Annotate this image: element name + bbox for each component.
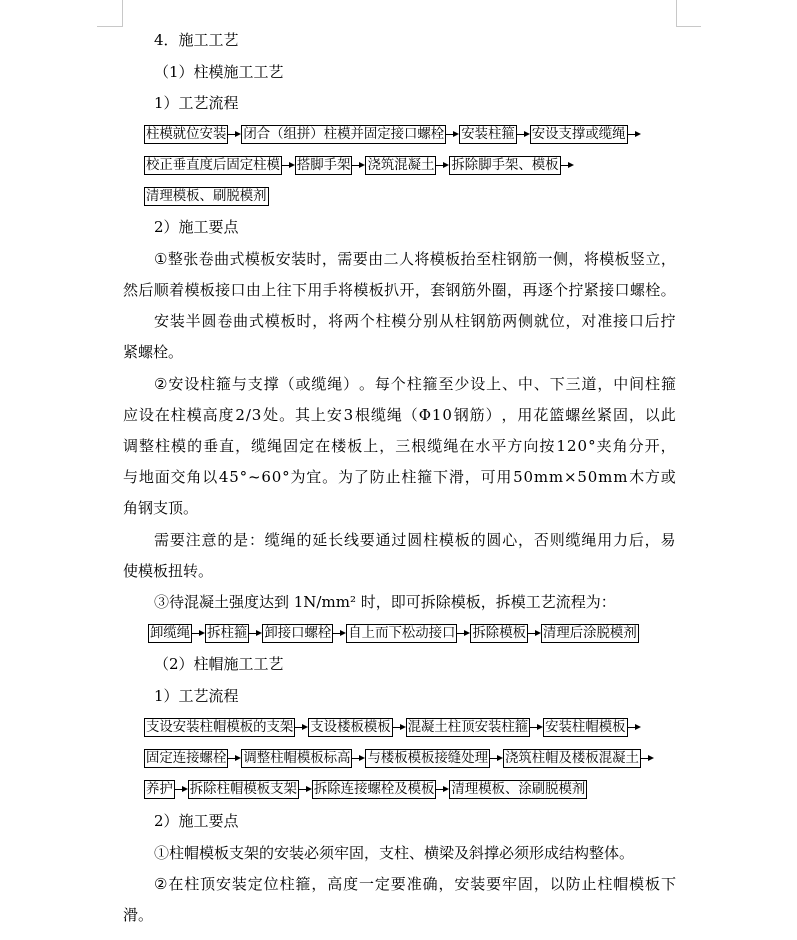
process-flow-title: 1）工艺流程 xyxy=(154,687,239,705)
flow-step: 清理模板、涂刷脱模剂 xyxy=(451,781,586,797)
arrow-right-icon xyxy=(561,157,574,174)
flow-step: 安装柱帽模板 xyxy=(545,719,626,735)
flow-step: 混凝土柱顶安装柱箍 xyxy=(407,719,529,735)
paragraph-line: 安 装 半 圆 卷 曲 式 模 板 时 ， 将 两 个 柱 模 分 别 从 柱 钢 筋 两 侧 就 位 ， 对 准 接 口 后 拧 xyxy=(154,312,676,330)
column-cap-flow-row-2 xyxy=(144,748,654,768)
paragraph-line: 滑。 xyxy=(123,906,154,924)
paragraph-line: ② 安 设 柱 箍 与 支 撑 （ 或 缆 绳 ） 。 每 个 柱 箍 至 少 设 上 、 中 、 下 三 道 ， 中 间 柱 箍 xyxy=(154,375,676,393)
flow-step: 自上而下松动接口 xyxy=(348,625,456,641)
flow-step: 清理模板、刷脱模剂 xyxy=(146,188,267,204)
arrow-right-icon xyxy=(192,625,205,642)
paragraph-line: 需 要 注 意 的 是 ： 缆 绳 的 延 长 线 要 通 过 圆 柱 模 板 的 圆 心 ， 否 则 缆 绳 用 力 后 ， 易 xyxy=(154,531,676,549)
construction-points-title: 2）施工要点 xyxy=(154,812,239,830)
arrow-right-icon xyxy=(228,750,241,767)
arrow-right-icon xyxy=(517,126,530,143)
column-cap-flow-row-1 xyxy=(144,717,641,737)
flow-step: 搭脚手架 xyxy=(296,157,351,173)
flow-step: 闭合（组拼）柱模并固定接口螺栓 xyxy=(243,126,445,142)
flow-step: 固定连接螺栓 xyxy=(146,750,227,766)
flow-step: 拆除脚手架、模板 xyxy=(451,157,559,173)
flow-step: 拆除连接螺栓及模板 xyxy=(313,781,435,797)
arrow-right-icon xyxy=(457,625,470,642)
flow-step: 养护 xyxy=(146,781,173,797)
subsection-title-column-form: （1）柱模施工工艺 xyxy=(154,63,284,81)
arrow-right-icon xyxy=(628,719,641,736)
paragraph-line: 角钢支顶。 xyxy=(123,499,199,517)
arrow-right-icon xyxy=(641,750,654,767)
arrow-right-icon xyxy=(249,625,262,642)
column-form-flow-row-3 xyxy=(144,186,269,206)
page-corner-mark-right xyxy=(676,0,701,27)
flow-step: 调整柱帽模板标高 xyxy=(243,750,351,766)
flow-step: 浇筑柱帽及楼板混凝土 xyxy=(504,750,639,766)
arrow-right-icon xyxy=(628,126,641,143)
column-form-flow-row-2 xyxy=(144,155,574,175)
subsection-title-column-cap: （2）柱帽施工工艺 xyxy=(154,655,284,673)
arrow-right-icon xyxy=(282,157,295,174)
arrow-right-icon xyxy=(490,750,503,767)
arrow-right-icon xyxy=(528,625,541,642)
flow-step: 卸缆绳 xyxy=(150,625,191,641)
flow-step: 浇筑混凝土 xyxy=(367,157,435,173)
paragraph-line: ①柱帽模板支架的安装必须牢固，支柱、横梁及斜撑必须形成结构整体。 xyxy=(154,844,635,862)
construction-points-title: 2）施工要点 xyxy=(154,218,239,236)
flow-step: 柱模就位安装 xyxy=(146,126,227,142)
arrow-right-icon xyxy=(333,625,346,642)
flow-step: 拆柱箍 xyxy=(207,625,248,641)
paragraph-line: 然 后 顺 着 模 板 接 口 由 上 往 下 用 手 将 模 板 扒 开 ， 套 钢 筋 外 圈 ， 再 逐 个 拧 紧 接 口 螺 栓 。 xyxy=(123,281,676,299)
paragraph-line: ① 整 张 卷 曲 式 模 板 安 装 时 ， 需 要 由 二 人 将 模 板 抬 至 柱 钢 筋 一 侧 ， 将 模 板 竖 立 ， xyxy=(154,250,676,268)
arrow-right-icon xyxy=(436,157,449,174)
arrow-right-icon xyxy=(352,750,365,767)
flow-step: 清理后涂脱模剂 xyxy=(542,625,637,641)
paragraph-line: 紧螺栓。 xyxy=(123,343,184,361)
arrow-right-icon xyxy=(446,126,459,143)
section-heading: 4．施工工艺 xyxy=(154,31,239,49)
arrow-right-icon xyxy=(175,781,188,798)
flow-step: 卸接口螺栓 xyxy=(264,625,332,641)
paragraph-line: 使模板扭转。 xyxy=(123,562,214,580)
flow-step: 安设支撑或缆绳 xyxy=(531,126,626,142)
paragraph-line: 与 地 面 交 角 以 4 5 ° ~ 6 0 ° 为 宜 。 为 了 防 止 柱 箍 下 滑 ， 可 用 5 0 m m × 5 0 m m 木 方 或 xyxy=(123,468,676,486)
flow-step: 校正垂直度后固定柱模 xyxy=(146,157,280,173)
arrow-right-icon xyxy=(228,126,241,143)
arrow-right-icon xyxy=(393,719,406,736)
paragraph-line: 应 设 在 柱 模 高 度 2 / 3 处 。 其 上 安 3 根 缆 绳 （ Φ 1 0 钢 筋 ） ， 用 花 篮 螺 丝 紧 固 ， 以 此 xyxy=(123,406,676,424)
arrow-right-icon xyxy=(299,781,312,798)
arrow-right-icon xyxy=(436,781,449,798)
arrow-right-icon xyxy=(352,157,365,174)
flow-step: 安装柱箍 xyxy=(461,126,515,142)
arrow-right-icon xyxy=(295,719,308,736)
paragraph-line: 调 整 柱 模 的 垂 直 ， 缆 绳 固 定 在 楼 板 上 ， 三 根 缆 绳 在 水 平 方 向 按 1 2 0 ° 夹 角 分 开 ， xyxy=(123,437,676,455)
process-flow-title: 1）工艺流程 xyxy=(154,94,239,112)
arrow-right-icon xyxy=(530,719,543,736)
form-removal-flow xyxy=(148,623,639,643)
paragraph-line: ③待混凝土强度达到 1N/mm² 时，即可拆除模板，拆模工艺流程为： xyxy=(154,593,616,611)
column-cap-flow-row-3 xyxy=(144,779,587,799)
paragraph-line: ② 在 柱 顶 安 装 定 位 柱 箍 ， 高 度 一 定 要 准 确 ， 安 装 要 牢 固 ， 以 防 止 柱 帽 模 板 下 xyxy=(154,875,676,893)
flow-step: 拆除柱帽模板支架 xyxy=(189,781,297,797)
flow-step: 支设楼板模板 xyxy=(310,719,391,735)
flow-step: 支设安装柱帽模板的支架 xyxy=(146,719,294,735)
column-form-flow-row-1 xyxy=(144,124,641,144)
page-corner-mark-left xyxy=(97,0,123,27)
flow-step: 与楼板模板接缝处理 xyxy=(367,750,488,766)
flow-step: 拆除模板 xyxy=(472,625,526,641)
